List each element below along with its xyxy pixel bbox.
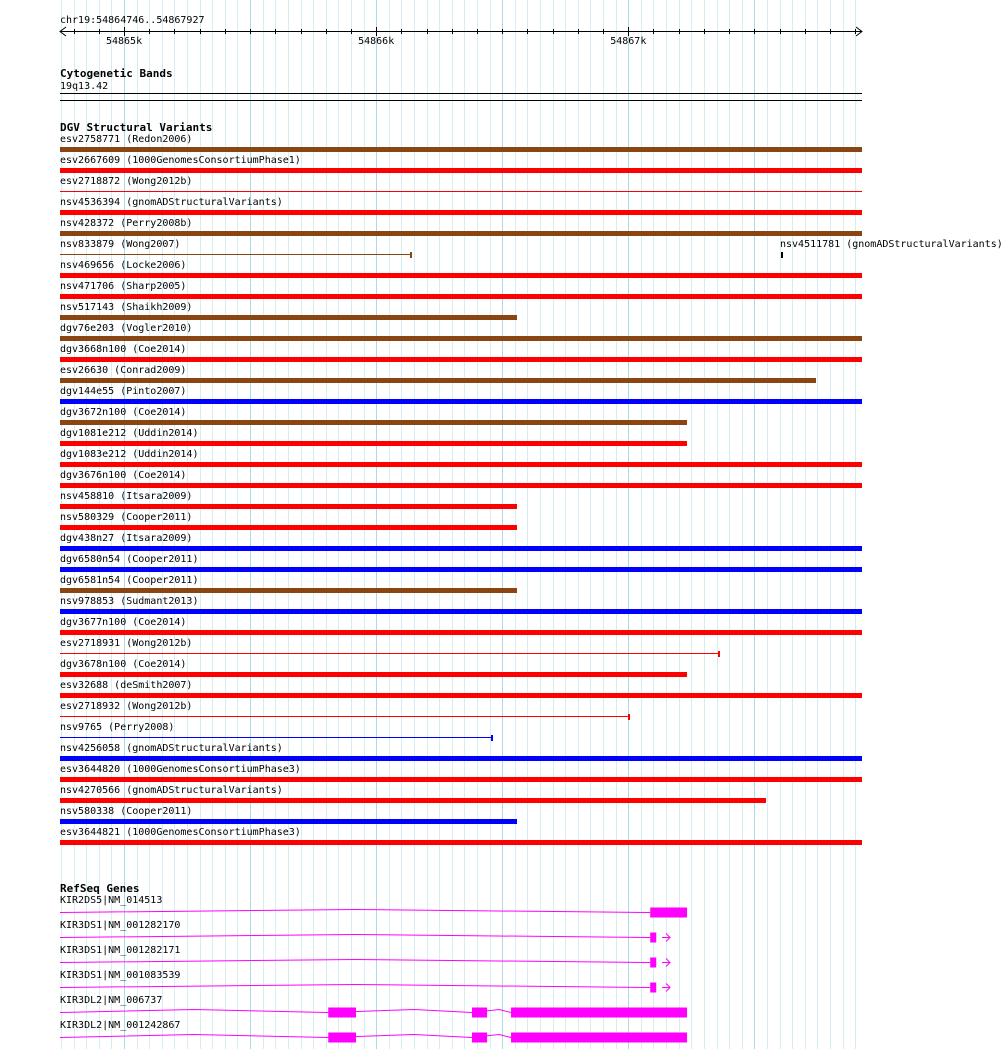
position-label: chr19:54864746..54867927 — [60, 15, 205, 26]
gene-exon[interactable] — [511, 1033, 687, 1043]
cytoband-label: 19q13.42 — [60, 81, 109, 92]
gene-label[interactable]: KIR3DL2|NM_001242867 — [60, 1020, 181, 1031]
dgv-variant-label[interactable]: dgv438n27 (Itsara2009) — [60, 533, 193, 544]
dgv-variant-label[interactable]: nsv471706 (Sharp2005) — [60, 281, 187, 292]
cytoband-track-title[interactable]: Cytogenetic Bands — [60, 67, 173, 80]
gene-exon[interactable] — [650, 983, 656, 993]
dgv-variant-label[interactable]: dgv1081e212 (Uddin2014) — [60, 428, 199, 439]
gene-label[interactable]: KIR2DS5|NM_014513 — [60, 895, 163, 906]
dgv-variant-label[interactable]: nsv978853 (Sudmant2013) — [60, 596, 199, 607]
gene-intron-line[interactable] — [60, 985, 650, 988]
dgv-variant-label[interactable]: dgv3677n100 (Coe2014) — [60, 617, 187, 628]
ruler-tick-label: 54867k — [610, 36, 647, 47]
refseq-track-title[interactable]: RefSeq Genes — [60, 882, 140, 895]
gene-exon[interactable] — [650, 958, 656, 968]
dgv-variant-label[interactable]: nsv469656 (Locke2006) — [60, 260, 187, 271]
gene-label[interactable]: KIR3DS1|NM_001282171 — [60, 945, 181, 956]
gene-exon[interactable] — [472, 1033, 487, 1043]
dgv-variant-label[interactable]: esv2758771 (Redon2006) — [60, 134, 193, 145]
gene-intron-line[interactable] — [60, 935, 650, 938]
gene-intron-line[interactable] — [60, 960, 650, 963]
dgv-variant-label[interactable]: dgv3676n100 (Coe2014) — [60, 470, 187, 481]
dgv-variant-label[interactable]: nsv4256058 (gnomADStructuralVariants) — [60, 743, 283, 754]
ruler-tick-label: 54866k — [358, 36, 395, 47]
dgv-variant-label[interactable]: nsv833879 (Wong2007) — [60, 239, 181, 250]
dgv-variant-label[interactable]: dgv76e203 (Vogler2010) — [60, 323, 193, 334]
dgv-variant-label[interactable]: esv2718872 (Wong2012b) — [60, 176, 193, 187]
dgv-variant-label[interactable]: dgv3668n100 (Coe2014) — [60, 344, 187, 355]
gene-exon[interactable] — [328, 1008, 356, 1018]
dgv-variant-label[interactable]: nsv580338 (Cooper2011) — [60, 806, 193, 817]
dgv-variant-label[interactable]: nsv428372 (Perry2008b) — [60, 218, 193, 229]
dgv-variant-label[interactable]: esv2718932 (Wong2012b) — [60, 701, 193, 712]
gene-exon[interactable] — [328, 1033, 356, 1043]
dgv-variant-label[interactable]: esv3644820 (1000GenomesConsortiumPhase3) — [60, 764, 301, 775]
dgv-variant-label[interactable]: nsv4270566 (gnomADStructuralVariants) — [60, 785, 283, 796]
dgv-variant-label[interactable]: esv3644821 (1000GenomesConsortiumPhase3) — [60, 827, 301, 838]
gene-intron-line[interactable] — [60, 1035, 511, 1038]
dgv-variant-label-secondary[interactable]: nsv4511781 (gnomADStructuralVariants) — [780, 239, 1003, 250]
gene-exon[interactable] — [472, 1008, 487, 1018]
dgv-variant-label[interactable]: nsv9765 (Perry2008) — [60, 722, 175, 733]
gene-label[interactable]: KIR3DS1|NM_001083539 — [60, 970, 181, 981]
dgv-variant-label[interactable]: dgv144e55 (Pinto2007) — [60, 386, 187, 397]
gene-label[interactable]: KIR3DL2|NM_006737 — [60, 995, 163, 1006]
dgv-variant-label[interactable]: esv26630 (Conrad2009) — [60, 365, 187, 376]
dgv-track-title[interactable]: DGV Structural Variants — [60, 121, 213, 134]
dgv-variant-label[interactable]: esv2718931 (Wong2012b) — [60, 638, 193, 649]
dgv-variant-label[interactable]: nsv4536394 (gnomADStructuralVariants) — [60, 197, 283, 208]
dgv-variant-label[interactable]: esv2667609 (1000GenomesConsortiumPhase1) — [60, 155, 301, 166]
dgv-variant-label[interactable]: esv32688 (deSmith2007) — [60, 680, 193, 691]
dgv-variant-label[interactable]: nsv517143 (Shaikh2009) — [60, 302, 193, 313]
dgv-variant-label[interactable]: dgv6580n54 (Cooper2011) — [60, 554, 199, 565]
dgv-variant-label[interactable]: nsv580329 (Cooper2011) — [60, 512, 193, 523]
dgv-variant-label[interactable]: dgv3672n100 (Coe2014) — [60, 407, 187, 418]
dgv-variant-label[interactable]: dgv1083e212 (Uddin2014) — [60, 449, 199, 460]
dgv-variant-label[interactable]: dgv3678n100 (Coe2014) — [60, 659, 187, 670]
gene-exon[interactable] — [650, 908, 687, 918]
gene-label[interactable]: KIR3DS1|NM_001282170 — [60, 920, 181, 931]
dgv-variant-label[interactable]: dgv6581n54 (Cooper2011) — [60, 575, 199, 586]
gene-intron-line[interactable] — [60, 910, 650, 913]
dgv-variant-label[interactable]: nsv458810 (Itsara2009) — [60, 491, 193, 502]
ruler-tick-label: 54865k — [105, 36, 143, 47]
gene-exon[interactable] — [650, 933, 656, 943]
gene-exon[interactable] — [511, 1008, 687, 1018]
gene-intron-line[interactable] — [60, 1010, 511, 1013]
